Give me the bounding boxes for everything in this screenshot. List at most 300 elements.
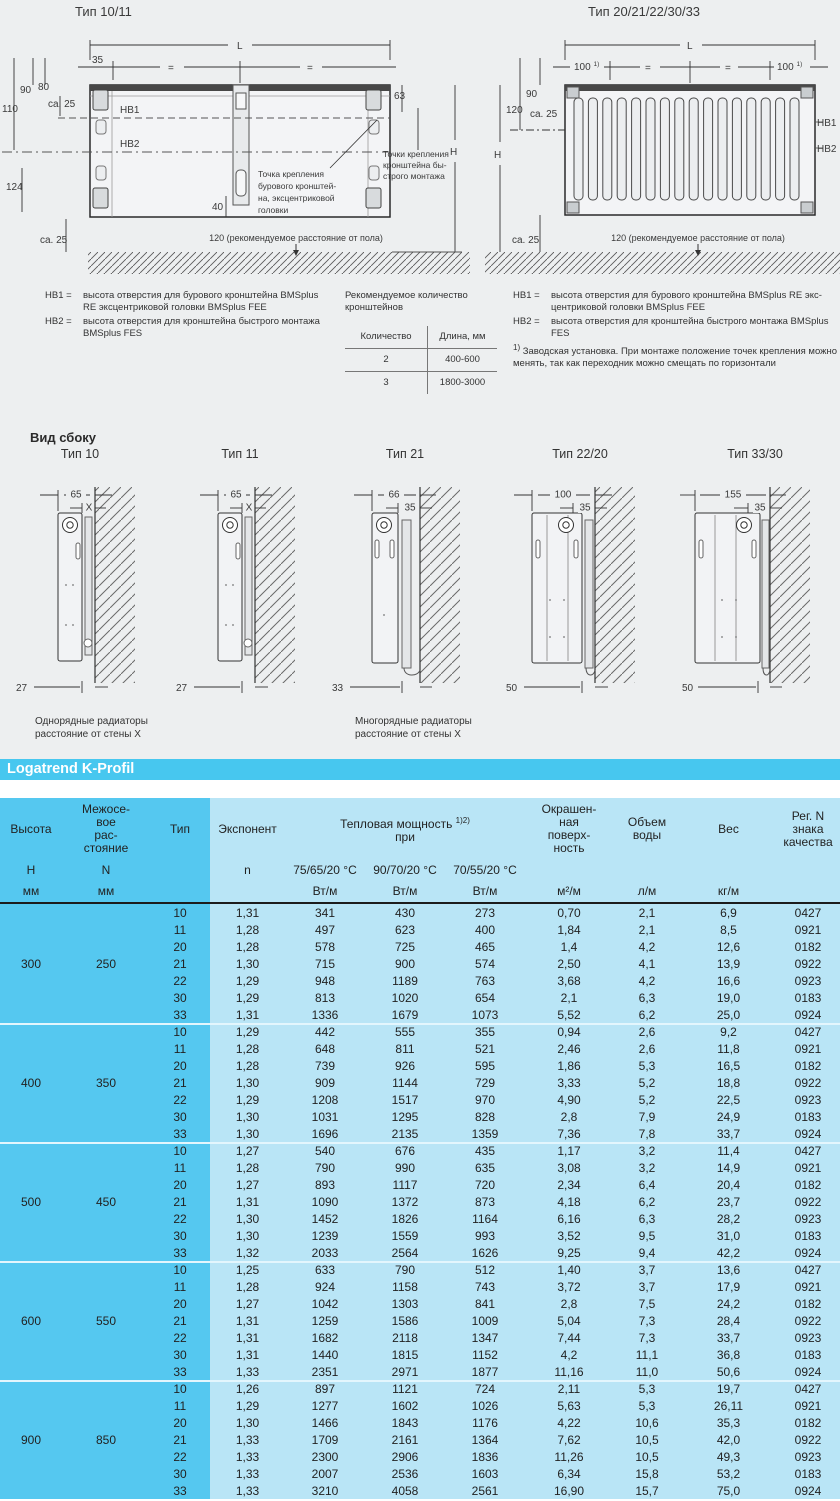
cell-exponent: 1,30 [235,1211,260,1226]
cell-weight: 6,9 [720,905,737,920]
cell-reg: 0924 [794,1245,822,1260]
cell-power-90: 623 [394,922,416,937]
table-row [0,1244,840,1261]
cell-power-70: 355 [474,1024,496,1039]
cell-surface: 5,63 [557,1398,581,1413]
cell-power-75: 948 [314,973,336,988]
dim-ca25-bottom-label: ca. 25 [512,235,540,246]
table-row [0,904,840,921]
table-row [0,1159,840,1176]
banner-gap [0,780,840,798]
caption-line: расстояние от стены X [35,729,141,740]
cell-power-90: 1189 [392,973,418,988]
cell-power-75: 2351 [311,1364,339,1379]
cell-power-90: 2135 [391,1126,419,1141]
cell-power-70: 1877 [471,1364,499,1379]
cell-power-75: 1208 [311,1092,339,1107]
dim-H-label: H [450,147,458,158]
unit-wt-m: Вт/м [312,884,338,898]
drill-bracket-callout: головки [258,205,289,215]
cell-type: 21 [173,1432,187,1447]
dim-80-label: 80 [38,82,50,93]
cell-spacing: 350 [95,1075,117,1090]
cell-surface: 4,90 [557,1092,581,1107]
cell-weight: 33,7 [716,1330,741,1345]
hb1-label: HB1 [120,105,140,116]
cell-exponent: 1,27 [235,1143,260,1158]
cell-weight: 42,2 [716,1245,741,1260]
cell-power-75: 1682 [311,1330,339,1345]
bracket-cell: 2 [345,349,427,372]
cell-power-70: 1603 [471,1466,499,1481]
cell-volume: 6,4 [638,1177,656,1192]
cell-power-75: 2033 [311,1245,339,1260]
cell-weight: 23,7 [716,1194,741,1209]
col-header-type: Тип [169,821,190,836]
dim-eq2: = [307,63,313,74]
col-header-power: Тепловая мощность $^{1)2)}$ при [340,816,470,844]
table-row [0,1363,840,1380]
cell-surface: 11,16 [554,1364,584,1379]
cell-power-75: 1277 [311,1398,339,1413]
table-row [0,1380,840,1397]
cell-volume: 6,2 [638,1194,656,1209]
cell-volume: 3,7 [638,1262,656,1277]
hb1-definition: высота отверстия для бурового кронштейна BMSplus RE экс-центриковой головки BMSplus FEE [551,290,822,313]
cell-type: 33 [173,1483,187,1498]
cell-reg: 0427 [794,1024,822,1039]
cell-exponent: 1,31 [235,905,260,920]
cell-weight: 42,0 [716,1432,741,1447]
cell-power-90: 4058 [391,1483,419,1498]
cell-type: 22 [173,1330,187,1345]
cell-power-75: 648 [314,1041,336,1056]
hb2-label: HB2 [120,139,140,150]
cell-type: 20 [173,1058,187,1073]
cell-surface: 4,22 [557,1415,581,1430]
cell-power-70: 743 [474,1279,496,1294]
col-header-weight: Вес [718,821,739,836]
cell-surface: 11,26 [554,1449,584,1464]
radiator-side [58,513,92,661]
cell-reg: 0922 [794,1194,822,1209]
cell-power-90: 2564 [391,1245,419,1260]
diagram-type-10-11 [0,0,470,290]
cell-surface: 9,25 [557,1245,581,1260]
cell-volume: 15,7 [635,1483,659,1498]
cell-type: 33 [173,1126,187,1141]
cell-reg: 0924 [794,1126,822,1141]
table-row [0,989,840,1006]
cell-power-75: 1440 [311,1347,339,1362]
cell-power-70: 1364 [471,1432,499,1447]
wall-hatch [420,487,460,683]
dim-63-label: 63 [394,91,406,102]
dim-L-label: L [237,41,243,52]
hb2-label: HB2 [817,144,837,155]
cell-power-75: 893 [314,1177,336,1192]
cell-power-70: 993 [474,1228,496,1243]
cell-weight: 18,8 [716,1075,741,1090]
cell-weight: 13,9 [716,956,741,971]
cell-power-70: 1359 [471,1126,499,1141]
cell-exponent: 1,28 [235,1279,260,1294]
power-footnote-marker: 1)2) [455,816,470,825]
side-view-panels [0,447,840,725]
bracket-note-title: Рекомендуемое количество кронштейнов [345,290,468,313]
cell-surface: 3,72 [557,1279,581,1294]
side-view-type-11 [160,465,320,720]
cell-reg: 0922 [794,1432,822,1447]
table-row [0,1006,840,1023]
dim-top-label: 100 [554,489,572,501]
cell-reg: 0183 [794,1109,822,1124]
cell-power-75: 715 [314,956,336,971]
cell-weight: 19,7 [716,1381,741,1396]
cell-volume: 4,2 [638,973,656,988]
hb2-definition: высота отверстия для кронштейна быстрого монтажа BMSplus FES [551,316,829,339]
floor-distance-label: 120 (рекомендуемое расстояние от пола) [209,233,383,243]
cell-exponent: 1,31 [235,1313,260,1328]
cell-power-70: 273 [474,905,496,920]
cell-power-90: 1815 [391,1347,419,1362]
cell-power-75: 442 [314,1024,336,1039]
side-panel-type-22-20 [490,447,670,725]
cell-type: 20 [173,1415,187,1430]
table-row [0,1329,840,1346]
cell-surface: 2,8 [560,1296,578,1311]
radiator-side [218,513,252,661]
cell-reg: 0183 [794,990,822,1005]
cell-weight: 36,8 [716,1347,741,1362]
cell-weight: 53,2 [716,1466,741,1481]
cell-reg: 0924 [794,1364,822,1379]
bracket-col-qty: Количество [345,326,427,349]
table-row [0,921,840,938]
cell-volume: 5,2 [638,1075,656,1090]
dim-H-label: H [494,150,502,161]
cell-power-90: 2161 [391,1432,419,1447]
cell-power-90: 1158 [392,1279,418,1294]
cell-type: 11 [173,1041,187,1056]
cell-spacing: 550 [95,1313,117,1328]
table-row [0,1482,840,1499]
cell-surface: 1,84 [557,922,581,937]
cell-exponent: 1,28 [235,1058,260,1073]
cell-type: 22 [173,973,187,988]
cell-power-90: 811 [395,1041,415,1056]
dim-124-label: 124 [6,182,23,193]
side-view-section [0,422,840,759]
cell-type: 20 [173,1296,187,1311]
cell-surface: 5,04 [557,1313,581,1328]
cell-height: 500 [20,1194,42,1209]
cell-type: 11 [173,1160,187,1175]
dim-bottom-label: 50 [506,683,518,694]
cell-type: 30 [173,1109,187,1124]
cell-reg: 0183 [794,1466,822,1481]
col-header-height: Высота [10,821,52,836]
cell-reg: 0923 [794,973,822,988]
table-row [0,1312,840,1329]
dim-ca25-bottom-label: ca. 25 [40,235,68,246]
diagram-type-20-33 [470,0,840,290]
dim-bottom-label: 27 [176,683,188,694]
cell-surface: 2,46 [557,1041,581,1056]
drill-bracket-callout: Точка крепления [258,169,324,179]
cell-surface: 1,40 [557,1262,581,1277]
cell-exponent: 1,33 [235,1432,260,1447]
dim-bottom-label: 50 [682,683,694,694]
cell-surface: 2,34 [557,1177,581,1192]
hb1-label: HB1 [817,118,837,129]
dim-40-label: 40 [212,202,224,213]
unit-n: n [244,863,251,877]
cell-weight: 28,4 [716,1313,741,1328]
cell-volume: 3,2 [638,1160,656,1175]
cell-reg: 0922 [794,1313,822,1328]
table-row [0,1210,840,1227]
cell-exponent: 1,27 [235,1177,260,1192]
wall-hatch [95,487,135,683]
cell-power-75: 897 [314,1381,336,1396]
cell-power-70: 595 [474,1058,496,1073]
cell-power-70: 574 [474,956,496,971]
cell-volume: 7,9 [638,1109,656,1124]
cell-power-75: 813 [314,990,336,1005]
unit-H: H [26,863,36,877]
cell-power-75: 1090 [311,1194,339,1209]
hb1-definition: высота отверстия для бурового кронштейна BMSplus RE эксцентриковой головки BMSplus FEE [83,290,319,313]
cell-reg: 0182 [794,1296,822,1311]
center-rail [233,85,249,205]
cell-weight: 22,5 [716,1092,741,1107]
cell-surface: 16,90 [553,1483,585,1498]
cell-type: 21 [173,1313,187,1328]
side-panel-title: Тип 10 [60,447,100,461]
cell-exponent: 1,27 [235,1296,260,1311]
dim-top-label: 66 [388,489,400,501]
cell-surface: 1,17 [557,1143,581,1158]
dim-35-label: 35 [92,55,104,66]
dim-eq2: = [725,63,731,74]
table-row [0,1278,840,1295]
table-row [0,1295,840,1312]
notes-row [0,290,840,422]
cell-power-70: 724 [474,1381,496,1396]
cell-power-90: 725 [394,939,416,954]
cell-power-90: 1559 [391,1228,419,1243]
table-row [0,1125,840,1142]
cell-weight: 31,0 [716,1228,741,1243]
cell-type: 21 [173,1194,187,1209]
table-row [0,1023,840,1040]
table-row [0,1040,840,1057]
cell-power-75: 2300 [311,1449,339,1464]
cell-exponent: 1,29 [235,973,260,988]
cell-reg: 0183 [794,1347,822,1362]
cell-reg: 0921 [794,922,822,937]
cell-type: 33 [173,1364,187,1379]
cell-power-75: 1031 [311,1109,339,1124]
cell-surface: 1,86 [557,1058,581,1073]
dim-120-label: 120 [506,105,523,116]
cell-type: 10 [173,1143,187,1158]
cell-power-90: 2906 [391,1449,419,1464]
cell-weight: 11,8 [717,1041,740,1056]
footnote-text: Заводская установка. При монтаже положение точек крепления можно менять, так как переходник можно смещать по горизонтали [513,346,838,370]
dim-90-label: 90 [20,85,32,96]
cell-volume: 2,6 [638,1024,656,1039]
cell-exponent: 1,30 [235,1075,260,1090]
cell-volume: 4,1 [638,956,656,971]
cell-surface: 6,34 [557,1466,581,1481]
cell-reg: 0182 [794,939,822,954]
bracket-cell: 400-600 [427,349,497,372]
cell-power-70: 1073 [471,1007,499,1022]
cell-height: 600 [20,1313,42,1328]
cell-surface: 0,70 [557,905,581,920]
caption-line: Многорядные радиаторы [355,716,472,727]
cell-reg: 0921 [794,1160,822,1175]
cell-reg: 0183 [794,1228,822,1243]
cell-weight: 49,3 [716,1449,741,1464]
col-header-painted-surface: Окрашен- ная поверх- ность [541,802,597,855]
caption-multi-row [355,715,472,741]
dim-bottom-label: 33 [332,683,344,694]
cell-surface: 6,16 [557,1211,581,1226]
cell-reg: 0923 [794,1211,822,1226]
table-row [0,1193,840,1210]
cell-volume: 2,1 [638,922,656,937]
spec-table-body [0,904,840,1499]
col-header-spacing: Межосе- вое рас- стояние [81,802,131,855]
dim-90-label: 90 [526,89,538,100]
table-row [0,1074,840,1091]
cell-exponent: 1,28 [235,1041,260,1056]
dim-bottom-label: 27 [16,683,28,694]
cell-power-90: 2536 [391,1466,419,1481]
cell-exponent: 1,31 [235,1194,260,1209]
unit-N: N [101,863,111,877]
dim-ca25-top-label: ca. 25 [530,109,558,120]
cell-weight: 24,2 [716,1296,741,1311]
cell-volume: 10,6 [635,1415,659,1430]
cell-volume: 6,2 [638,1007,656,1022]
cell-type: 33 [173,1007,187,1022]
radiator-spec-table [0,798,840,1499]
cell-type: 11 [173,1279,187,1294]
cell-volume: 5,3 [638,1398,656,1413]
cell-power-70: 1836 [471,1449,499,1464]
table-row [0,1227,840,1244]
bracket-cell: 3 [383,377,389,388]
cell-type: 30 [173,990,187,1005]
cell-power-90: 926 [394,1058,416,1073]
cell-power-90: 1303 [391,1296,419,1311]
cell-volume: 11,0 [635,1364,659,1379]
cell-volume: 4,2 [638,939,656,954]
cell-power-90: 1679 [391,1007,419,1022]
cell-reg: 0427 [794,1143,822,1158]
cell-weight: 20,4 [716,1177,741,1192]
drill-bracket-callout: на, эксцентриковой [258,193,335,203]
table-row [0,1465,840,1482]
cell-surface: 7,36 [557,1126,581,1141]
cell-exponent: 1,31 [235,1330,260,1345]
floor-hatch [88,252,470,274]
cell-volume: 7,3 [638,1313,656,1328]
cell-reg: 0427 [794,1262,822,1277]
dim-top-label: 65 [230,489,242,501]
side-view-type-21 [320,465,490,720]
cell-power-75: 3210 [311,1483,339,1498]
dim-L-label: L [687,41,693,52]
wall-hatch [770,487,810,683]
cell-exponent: 1,31 [235,1347,260,1362]
side-panel-type-21 [320,447,490,725]
cell-volume: 2,1 [638,905,656,920]
cell-weight: 9,2 [720,1024,737,1039]
side-panel-title: Тип 21 [385,447,425,461]
floor-hatch [485,252,840,274]
cell-reg: 0921 [794,1398,822,1413]
dim-100-right: 100 $^{1)}$ [777,61,803,73]
cell-type: 22 [173,1449,187,1464]
cell-power-90: 676 [394,1143,416,1158]
cell-weight: 17,9 [716,1279,741,1294]
cell-spacing: 850 [95,1432,117,1447]
dim-mid-label: 35 [404,502,416,514]
cell-power-70: 465 [474,939,496,954]
cell-weight: 12,6 [716,939,741,954]
quick-mount-label: Точки крепления [383,149,449,159]
temp-70-55-20: 70/55/20 °C [453,863,517,877]
radiator-side [532,513,595,675]
cell-power-90: 2971 [391,1364,419,1379]
cell-power-70: 720 [474,1177,496,1192]
cell-weight: 24,9 [716,1109,741,1124]
unit-l-m: л/м [637,884,657,898]
cell-weight: 33,7 [716,1126,741,1141]
bracket-col-len: Длина, мм [427,326,497,349]
cell-surface: 0,94 [557,1024,581,1039]
cell-power-70: 729 [474,1075,496,1090]
cell-power-70: 512 [474,1262,496,1277]
cell-power-75: 540 [314,1143,336,1158]
cell-type: 10 [173,905,187,920]
cell-surface: 5,52 [557,1007,581,1022]
cell-power-75: 578 [314,939,336,954]
side-view-type-10 [0,465,160,720]
cell-type: 11 [173,922,187,937]
cell-exponent: 1,28 [235,1160,260,1175]
footnote-1 [513,342,838,370]
cell-volume: 9,5 [638,1228,656,1243]
cell-power-70: 654 [474,990,496,1005]
cell-weight: 35,3 [716,1415,741,1430]
cell-surface: 7,44 [557,1330,581,1345]
table-row [0,1108,840,1125]
cell-volume: 15,8 [635,1466,659,1481]
dim-110-label: 110 [2,104,18,115]
cell-power-90: 1826 [391,1211,419,1226]
col-header-exponent: Экспонент [218,821,277,836]
temp-75-65-20: 75/65/20 °C [293,863,357,877]
notes-left [45,290,325,422]
table-row [0,1448,840,1465]
cell-power-75: 1709 [311,1432,339,1447]
